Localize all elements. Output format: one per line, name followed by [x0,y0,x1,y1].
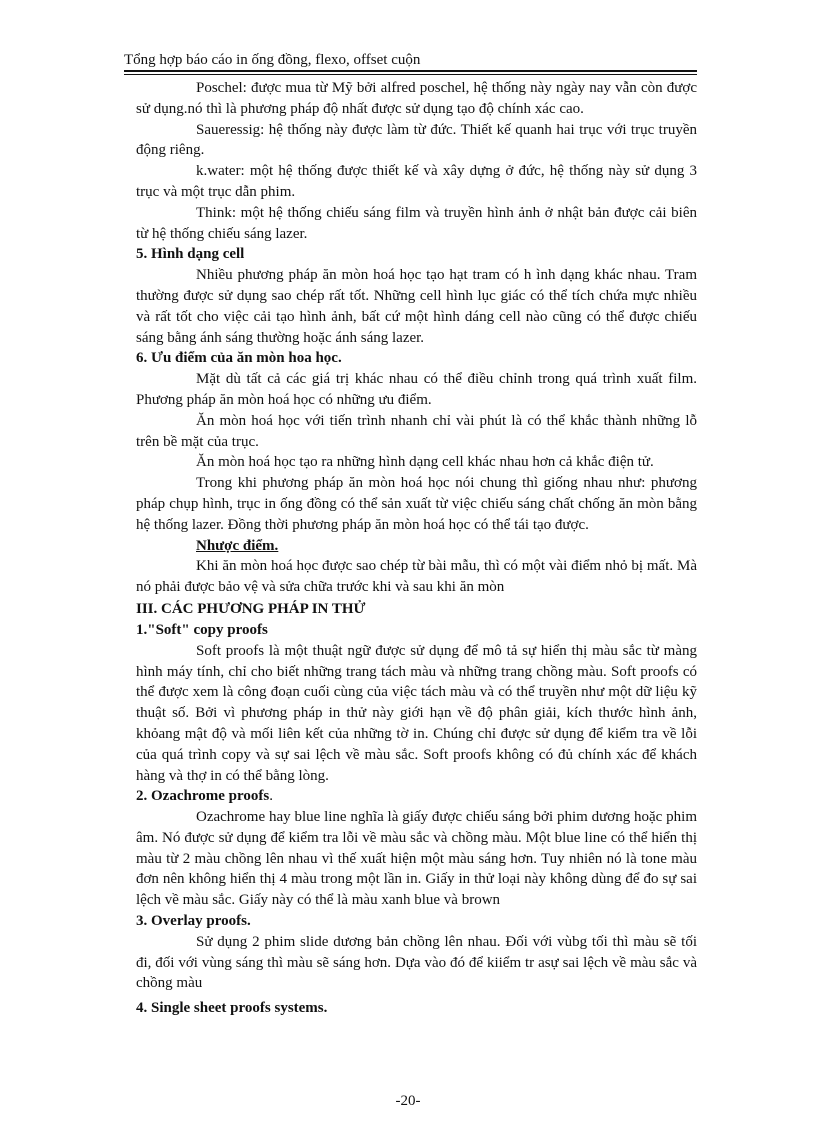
section-heading-soft-proofs: 1."Soft" copy proofs [136,621,268,638]
paragraph-overlay: Sử dụng 2 phim slide dương bản chồng lên nhau. Đối với vùbg tối thì màu sẽ tối đi, đối với vùng sáng thì màu sẽ sáng hơn. Dựa vào đó để kiiểm tr asự sai lệch về màu sắc và chồng màu [136,933,697,992]
running-header: Tổng hợp báo cáo in ống đồng, flexo, offset cuộn [124,52,421,68]
section-heading-advantages: 6. Ưu điểm của ăn mòn hoa học. [136,350,342,367]
disadvantages-heading: Nhược điểm. [196,537,279,554]
paragraph-cell-shape: Nhiều phương pháp ăn mòn hoá học tạo hạt tram có h ình dạng khác nhau. Tram thường được sử dụng sao chép rất tốt. Những cell hình lục giác có thể tích chứa mực nhiều và rất tốt cho việc cải tạo hình ảnh, bất cứ một hình dáng cell nào cũng có thể được chiếu sáng bằng ánh sáng thường hoặc ánh sáng lazer. [136,267,697,346]
paragraph-advantage-general: Trong khi phương pháp ăn mòn hoá học nói chung thì giống nhau như: phương pháp chụp hình, trục in ống đồng có thể sản xuất từ việc chiếu sáng chất chống ăn mòn bằng hệ thống lazer. Đồng thời phương pháp ăn mòn hoá học có thể tái tạo được. [136,475,697,533]
chapter-heading-proofing: III. CÁC PHƯƠNG PHÁP IN THỬ [136,600,366,617]
paragraph-advantage-speed: Ăn mòn hoá học với tiến trình nhanh chỉ vài phút là có thể khắc thành những lỗ trên bề mặt của trục. [136,412,697,450]
section-heading-ozachrome: 2. Ozachrome proofs. [136,788,273,805]
section-heading-cell-shape: 5. Hình dạng cell [136,246,245,263]
paragraph-ozachrome: Ozachrome hay blue line nghĩa là giấy được chiếu sáng bởi phim dương hoặc phim âm. Nó được sử dụng để kiểm tra lỗi về màu sắc và chồng màu. Một blue line có thể hiển thị màu từ 2 màu chồng lên nhau vì thế xuất hiện một màu sáng hơn. Tuy nhiên nó là tone màu đơn nên không hiển thị 4 màu trong một lần in. Giấy in thử loại này không dùng để đo sự sai lệch về màu sắc. Giấy này có thể là màu xanh blue và brown [136,809,697,909]
paragraph-soft-proofs: Soft proofs là một thuật ngữ được sử dụng để mô tả sự hiển thị màu sắc từ màng hình máy tính, chỉ cho biết những trang tách màu và những trang chồng màu. Soft proofs có thể được xem là công đoạn cuối cùng của việc tách màu và có thể truyền như một dữ liệu kỹ thuật số. Bởi vì phương pháp in thử này giới hạn về độ phân giải, kích thước hình ảnh, khỏang mật độ và mối liên kết của những tờ in. Chúng chỉ được sử dụng để kiểm tra về lỗi của quá trình copy và sự sai lệch về màu sắc. Soft proofs không có đủ chính xác để khách hàng và thợ in có thể bằng lòng. [136,642,697,784]
section-heading-overlay: 3. Overlay proofs. [136,913,251,930]
paragraph-think: Think: một hệ thống chiếu sáng film và truyền hình ảnh ở nhật bản được cải biên từ hệ thống chiếu sáng lazer. [136,204,697,242]
header-rule-thick [124,70,697,72]
page-number: -20- [395,1093,421,1109]
paragraph-saueressig: Saueressig: hệ thống này được làm từ đức. Thiết kế quanh hai trục với trục truyền động riêng. [136,121,697,159]
paragraph-disadvantages: Khi ăn mòn hoá học được sao chép từ bài mẫu, thì có một vài điểm nhỏ bị mất. Mà nó phải được bảo vệ và sửa chữa trước khi và sau khi ăn mòn [136,558,697,596]
paragraph-kwater: k.water: một hệ thống được thiết kế và xây dựng ở đức, hệ thống này sử dụng 3 trục và một trục dẫn phim. [136,163,697,200]
paragraph-poschel: Poschel: được mua từ Mỹ bởi alfred poschel, hệ thống này ngày nay vẫn còn được sử dụng.nó thì là phương pháp độ nhất được sử dụng tạo độ chính xác cao. [136,80,697,117]
paragraph-advantages-intro: Mặt dù tất cả các giá trị khác nhau có thể điều chỉnh trong quá trình xuất film. Phương pháp ăn mòn hoá học có những ưu điểm. [136,371,697,408]
paragraph-advantage-cell: Ăn mòn hoá học tạo ra những hình dạng cell khác nhau hơn cả khắc điện tử. [196,454,654,471]
header-rule-thin [124,74,697,75]
page-body [136,78,697,1019]
section-heading-single-sheet: 4. Single sheet proofs systems. [136,1000,328,1017]
